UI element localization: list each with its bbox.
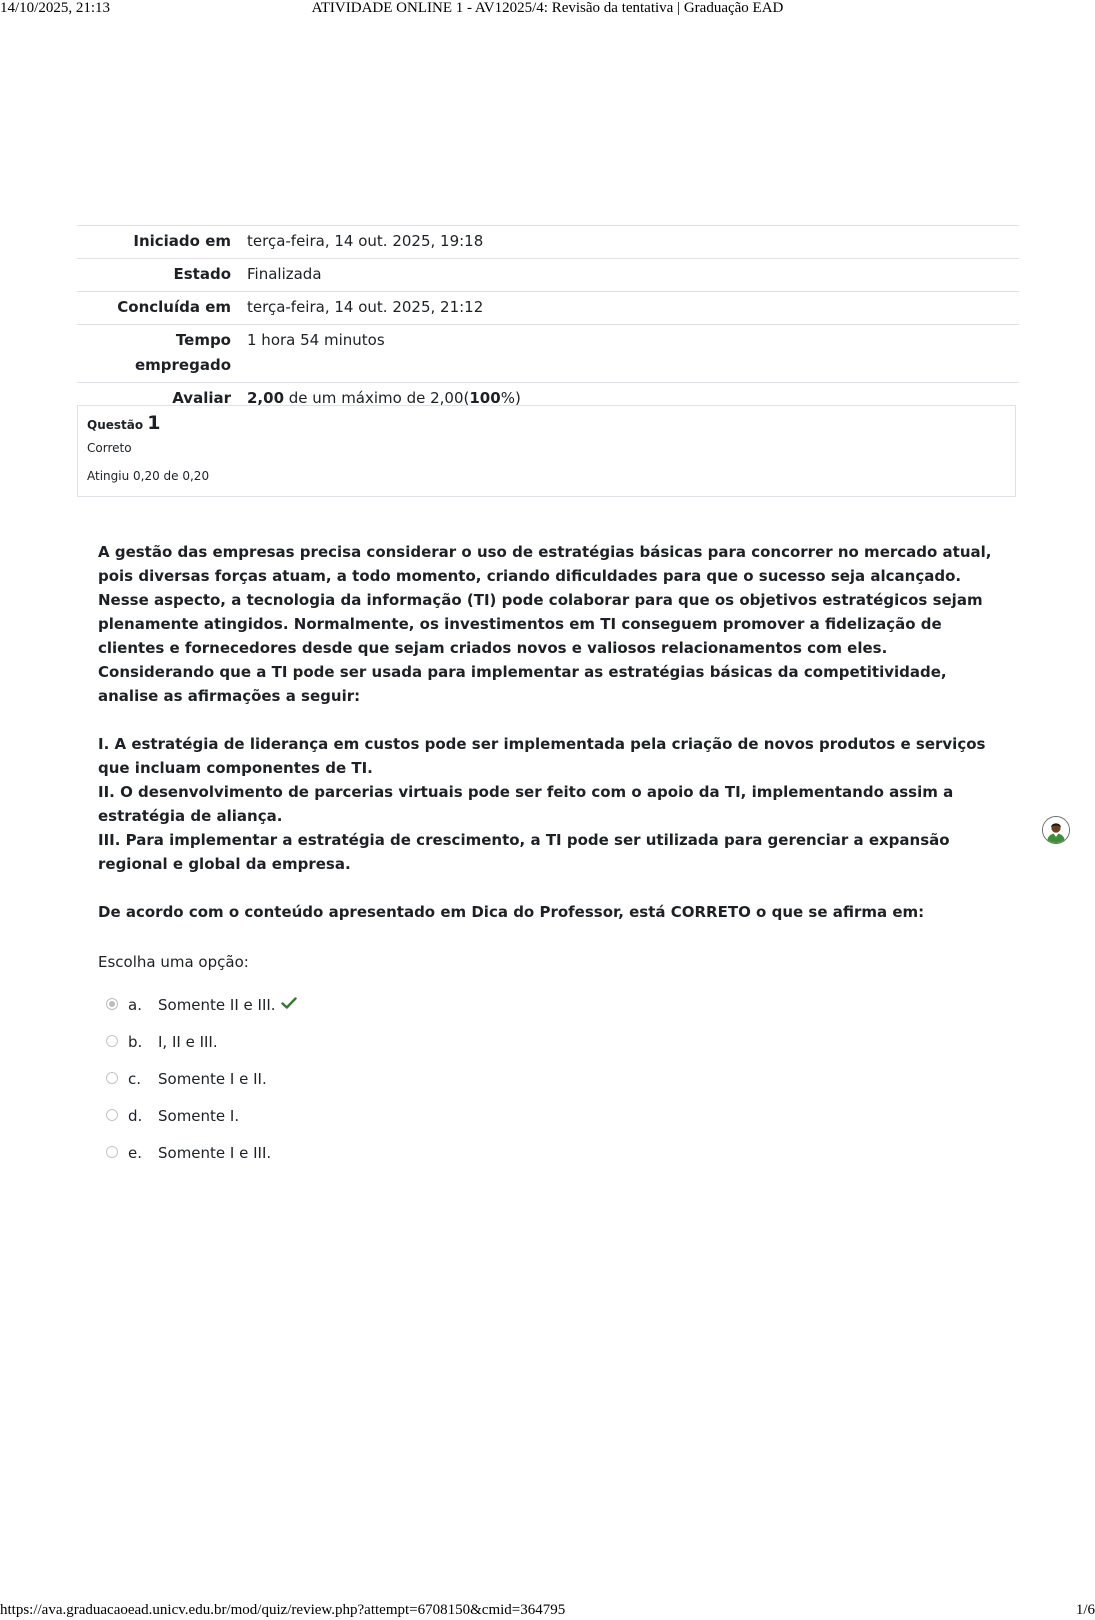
attempt-summary-table xyxy=(77,225,1019,415)
summary-label: Estado xyxy=(77,259,247,292)
question-intro: A gestão das empresas precisa considerar o uso de estratégias básicas para concorrer no mercado atual, pois diversas forças atuam, a todo momento, criando dificuldades para que o sucesso seja alcançado. Nesse aspecto, a tecnologia da informação (TI) pode colaborar para que os objetivos estratégicos sejam plenamente atingidos. Normalmente, os investimentos em TI conseguem promover a fidelização de clientes e fornecedores desde que sejam criados novos e valiosos relacionamentos com eles. Considerando que a TI pode ser usada para implementar as estratégias básicas da competitividade, analise as afirmações a seguir: xyxy=(98,543,992,705)
summary-label: Iniciado em xyxy=(77,226,247,259)
option-letter: d. xyxy=(128,1106,143,1125)
question-number xyxy=(87,412,1006,434)
user-avatar-icon[interactable] xyxy=(1042,816,1070,844)
summary-row-completed xyxy=(77,292,1019,325)
answer-option-e[interactable] xyxy=(106,1134,706,1171)
question-grade: Atingiu 0,20 de 0,20 xyxy=(87,469,210,483)
option-text: I, II e III. xyxy=(158,1032,218,1051)
summary-row-time xyxy=(77,325,1019,383)
grade-end: %) xyxy=(500,389,521,407)
option-letter: b. xyxy=(128,1032,143,1051)
question-text xyxy=(98,540,1003,924)
print-footer xyxy=(0,1602,1095,1618)
option-letter: c. xyxy=(128,1069,142,1088)
option-letter: e. xyxy=(128,1143,142,1162)
answer-option-a[interactable] xyxy=(106,986,706,1023)
summary-value: terça-feira, 14 out. 2025, 19:18 xyxy=(247,226,1019,259)
question-label: Questão xyxy=(87,418,148,432)
option-text: Somente II e III. xyxy=(158,995,276,1014)
grade-score: 2,00 xyxy=(247,389,285,407)
radio-button[interactable] xyxy=(106,998,118,1010)
print-page-number: 1/6 xyxy=(1075,1602,1095,1618)
question-number-value: 1 xyxy=(147,412,161,434)
grade-middle: de um máximo de 2,00( xyxy=(284,389,470,407)
statement-1: I. A estratégia de liderança em custos pode ser implementada pela criação de novos produtos e serviços que incluam componentes de TI. xyxy=(98,735,986,777)
print-url: https://ava.graduacaoead.unicv.edu.br/mod/quiz/review.php?attempt=6708150&cmid=364795 xyxy=(0,1602,566,1618)
option-text: Somente I e III. xyxy=(158,1143,272,1162)
summary-label: Concluída em xyxy=(77,292,247,325)
summary-row-started xyxy=(77,226,1019,259)
print-page-title: ATIVIDADE ONLINE 1 - AV12025/4: Revisão da tentativa | Graduação EAD xyxy=(311,0,784,16)
answer-prompt: Escolha uma opção: xyxy=(98,953,249,971)
print-header xyxy=(0,0,1095,16)
answer-option-d[interactable] xyxy=(106,1097,706,1134)
answer-option-b[interactable] xyxy=(106,1023,706,1060)
print-datetime: 14/10/2025, 21:13 xyxy=(0,0,111,16)
check-icon xyxy=(281,996,297,1014)
summary-value: Finalizada xyxy=(247,259,1019,292)
radio-button[interactable] xyxy=(106,1146,118,1158)
question-ask: De acordo com o conteúdo apresentado em Dica do Professor, está CORRETO o que se afirma em: xyxy=(98,903,925,921)
radio-button[interactable] xyxy=(106,1035,118,1047)
summary-value: 1 hora 54 minutos xyxy=(247,325,1019,383)
answer-option-c[interactable] xyxy=(106,1060,706,1097)
statement-3: III. Para implementar a estratégia de crescimento, a TI pode ser utilizada para gerenciar a expansão regional e global da empresa. xyxy=(98,831,950,873)
summary-label: Tempo empregado xyxy=(77,325,247,383)
option-text: Somente I e II. xyxy=(158,1069,267,1088)
radio-button[interactable] xyxy=(106,1109,118,1121)
question-state: Correto xyxy=(87,441,132,455)
radio-button[interactable] xyxy=(106,1072,118,1084)
summary-value: terça-feira, 14 out. 2025, 21:12 xyxy=(247,292,1019,325)
option-text: Somente I. xyxy=(158,1106,240,1125)
grade-percent: 100 xyxy=(469,389,501,407)
question-info-box xyxy=(77,405,1016,497)
answer-options xyxy=(106,986,706,1171)
summary-label: Avaliar xyxy=(77,383,247,416)
option-letter: a. xyxy=(128,995,142,1014)
statement-2: II. O desenvolvimento de parcerias virtuais pode ser feito com o apoio da TI, implementando assim a estratégia de aliança. xyxy=(98,783,954,825)
summary-row-state xyxy=(77,259,1019,292)
